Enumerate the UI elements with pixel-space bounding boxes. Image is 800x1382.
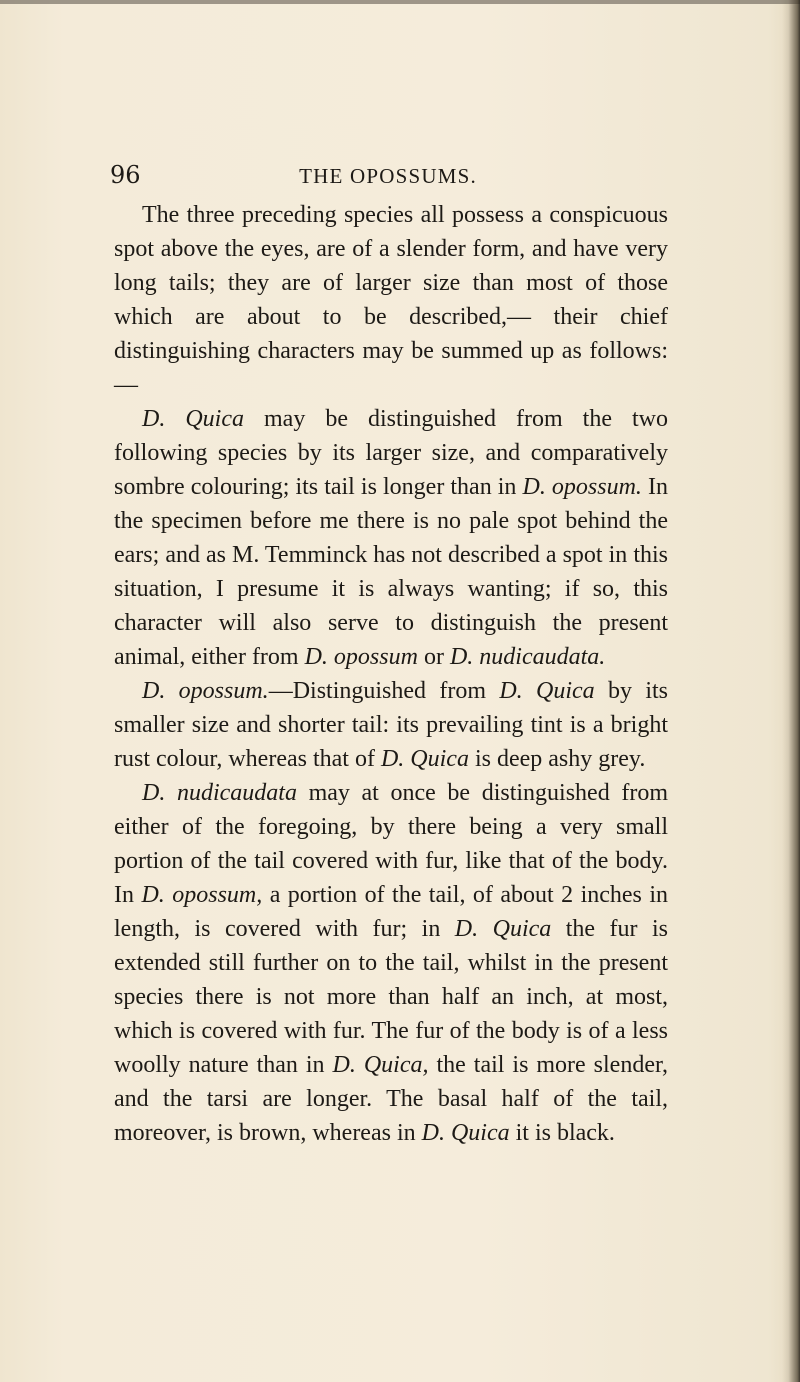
text-run: is deep ashy grey.: [468, 746, 646, 772]
text-run: by its smaller size and shorter tail: its prevailing tint is a bright rust colour, whereas that of: [114, 678, 669, 772]
text-run: the fur is extended still further on to the tail, whilst in the present species there is not more than half an inch, at most, which is covered with fur. The fur of the body is of a less woolly nature than in: [114, 916, 669, 1078]
species-name: D. Quica: [421, 1120, 510, 1146]
species-name: D. nudicaudata: [142, 780, 297, 806]
page-gutter-shadow: [782, 0, 800, 1382]
paragraph: [114, 674, 668, 776]
text-run: The three preceding species all possess a conspicuous spot above the eyes, are of a slender form, and have very long tails; they are of larger size than most of those which are about to be described,— their chief distinguishing characters may be summed up as follows:—: [114, 202, 668, 398]
text-run: may be distinguished from the two following species by its larger size, and comparatively sombre colouring; its tail is longer than in: [114, 406, 669, 500]
species-name: D. opossum: [304, 644, 418, 670]
running-title: THE OPOSSUMS.: [299, 164, 477, 188]
text-run: it is black.: [509, 1120, 615, 1146]
species-name: D. Quica: [454, 916, 552, 942]
species-name: D. opossum.: [142, 678, 269, 704]
text-run: In the specimen before me there is no pale spot behind the ears; and as M. Temminck has not described a spot in this situation, I presume it is always wanting; if so, this character will also serve to distinguish the present animal, either from: [114, 474, 668, 670]
text-run: a portion of the tail, of about 2 inches in length, is covered with fur; in: [114, 882, 668, 942]
paragraph: [114, 776, 668, 1150]
species-name: D. Quica: [499, 678, 595, 704]
page-number: 96: [110, 161, 141, 189]
species-name: D. Quica: [380, 746, 469, 772]
text-run: or: [417, 644, 450, 670]
running-head: [110, 160, 666, 190]
text-run: —Distinguished from: [268, 678, 500, 704]
species-name: D. opossum.: [522, 474, 642, 500]
text-run: may at once be distinguished from either of the foregoing, by there being a very small portion of the tail covered with fur, like that of the body. In: [114, 780, 668, 908]
text-run: the tail is more slender, and the tarsi are longer. The basal half of the tail, moreover, is brown, whereas in: [114, 1052, 669, 1146]
top-edge-shadow: [0, 0, 800, 4]
paragraph: [114, 198, 668, 402]
species-name: D. opossum,: [141, 882, 263, 908]
body-text: [114, 198, 668, 1150]
paragraph: [114, 402, 668, 674]
species-name: D. Quica: [142, 406, 244, 432]
species-name: D. nudicaudata.: [449, 644, 606, 670]
species-name: D. Quica,: [332, 1052, 429, 1078]
